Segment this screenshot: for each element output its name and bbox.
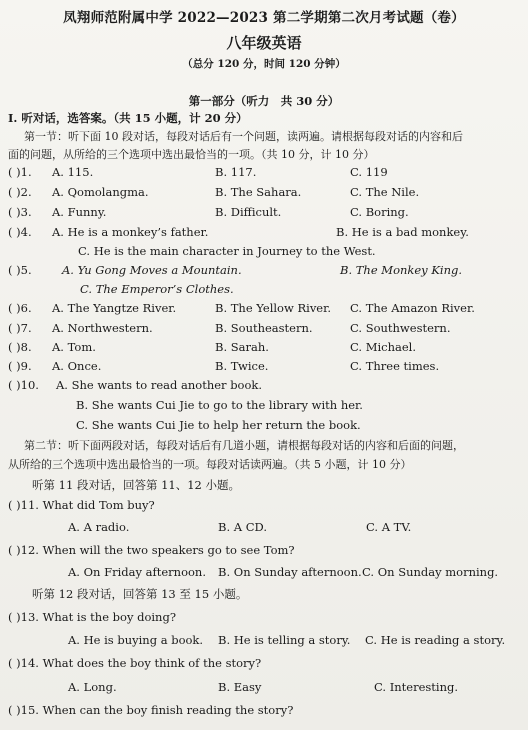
section2-intro-12: 听第 12 段对话，回答第 13 至 15 小题。 xyxy=(32,587,248,601)
q14-option-c: C. Interesting. xyxy=(374,680,459,694)
q13-option-c: C. He is reading a story. xyxy=(365,633,506,647)
q3-number: ( )3. xyxy=(8,205,32,219)
q15-question: ( )15. When can the boy finish reading the story? xyxy=(8,703,294,717)
exam-meta: （总分 120 分，时间 120 分钟） xyxy=(182,58,346,70)
q7-option-b: B. Southeastern. xyxy=(215,321,313,335)
q1-number: ( )1. xyxy=(8,165,32,179)
q2-option-a: A. Qomolangma. xyxy=(52,185,149,199)
q10-number: ( )10. xyxy=(8,378,39,392)
q1-option-c: C. 119 xyxy=(350,165,388,179)
q6-option-b: B. The Yellow River. xyxy=(215,301,332,315)
q13-option-a: A. He is buying a book. xyxy=(68,633,204,647)
q11-option-b: B. A CD. xyxy=(218,520,267,534)
q12-option-a: A. On Friday afternoon. xyxy=(68,565,206,579)
q10-option-c: C. She wants Cui Jie to help her return the book. xyxy=(76,418,361,432)
q7-number: ( )7. xyxy=(8,321,32,335)
q3-option-c: C. Boring. xyxy=(350,205,409,219)
section1-instruction-2: 面的问题，从所给的三个选项中选出最恰当的一项。（共 10 分，计 10 分） xyxy=(8,148,375,161)
q4-number: ( )4. xyxy=(8,225,32,239)
q12-option-b: B. On Sunday afternoon. xyxy=(218,565,362,579)
q2-option-c: C. The Nile. xyxy=(350,185,420,199)
q10-option-b: B. She wants Cui Jie to go to the library with her. xyxy=(76,398,363,412)
q13-option-b: B. He is telling a story. xyxy=(218,633,351,647)
q13-question: ( )13. What is the boy doing? xyxy=(8,610,176,624)
q5-option-c: C. The Emperor’s Clothes. xyxy=(80,282,234,296)
q14-option-a: A. Long. xyxy=(68,680,117,694)
q10-option-a: A. She wants to read another book. xyxy=(56,378,263,392)
q4-option-c: C. He is the main character in Journey to the West. xyxy=(78,244,376,258)
q11-option-c: C. A TV. xyxy=(366,520,412,534)
section1-title: I. 听对话，选答案。（共 15 小题，计 20 分） xyxy=(8,111,248,125)
q6-number: ( )6. xyxy=(8,301,32,315)
q9-option-b: B. Twice. xyxy=(215,359,269,373)
q6-option-a: A. The Yangtze River. xyxy=(52,301,177,315)
part1-heading: 第一部分（听力 共 30 分） xyxy=(188,94,340,108)
q4-option-a: A. He is a monkey’s father. xyxy=(52,225,209,239)
q14-option-b: B. Easy xyxy=(218,680,262,694)
q8-number: ( )8. xyxy=(8,340,32,354)
q11-option-a: A. A radio. xyxy=(68,520,130,534)
q8-option-a: A. Tom. xyxy=(52,340,96,354)
section2-instruction-2: 从所给的三个选项中选出最恰当的一项。每段对话读两遍。（共 5 小题，计 10 分） xyxy=(8,458,412,471)
q12-question: ( )12. When will the two speakers go to see Tom? xyxy=(8,543,295,557)
q12-option-c: C. On Sunday morning. xyxy=(362,565,499,579)
q1-option-b: B. 117. xyxy=(215,165,257,179)
section2-intro-11: 听第 11 段对话，回答第 11、12 小题。 xyxy=(32,478,241,492)
q11-question: ( )11. What did Tom buy? xyxy=(8,498,155,512)
q8-option-b: B. Sarah. xyxy=(215,340,269,354)
q4-option-b: B. He is a bad monkey. xyxy=(336,225,469,239)
q14-question: ( )14. What does the boy think of the story? xyxy=(8,656,262,670)
exam-title: 凤翔师范附属中学 2022—2023 第二学期第二次月考试题（卷） xyxy=(63,10,465,26)
q2-option-b: B. The Sahara. xyxy=(215,185,302,199)
q1-option-a: A. 115. xyxy=(52,165,94,179)
q5-number: ( )5. xyxy=(8,263,32,277)
q9-number: ( )9. xyxy=(8,359,32,373)
section1-instruction-1: 第一节：听下面 10 段对话，每段对话后有一个问题，读两遍。请根据每段对话的内容和后 xyxy=(24,130,463,143)
q7-option-c: C. Southwestern. xyxy=(350,321,451,335)
q5-option-b: B. The Monkey King. xyxy=(340,263,463,277)
q3-option-b: B. Difficult. xyxy=(215,205,282,219)
q3-option-a: A. Funny. xyxy=(52,205,107,219)
section2-instruction-1: 第二节：听下面两段对话，每段对话后有几道小题，请根据每段对话的内容和后面的问题， xyxy=(24,439,464,452)
q6-option-c: C. The Amazon River. xyxy=(350,301,475,315)
q5-option-a: A. Yu Gong Moves a Mountain. xyxy=(62,263,242,277)
exam-subject: 八年级英语 xyxy=(226,34,302,52)
q2-number: ( )2. xyxy=(8,185,32,199)
q9-option-a: A. Once. xyxy=(52,359,102,373)
q9-option-c: C. Three times. xyxy=(350,359,440,373)
q7-option-a: A. Northwestern. xyxy=(52,321,153,335)
q8-option-c: C. Michael. xyxy=(350,340,416,354)
